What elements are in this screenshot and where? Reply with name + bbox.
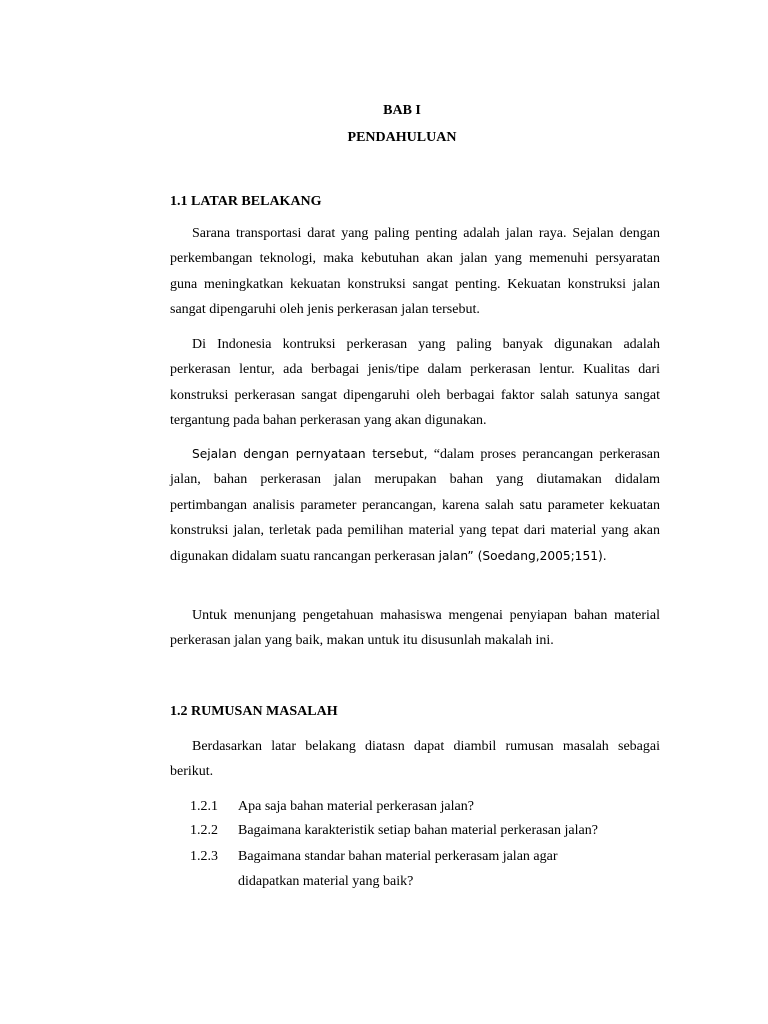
paragraph-quote — [170, 442, 660, 569]
quote-text: “dalam proses perancangan perkerasan jalan, bahan perkerasan jalan merupakan bahan yang diutamakan didalam pertimbangan analisis parameter perancangan, karena salah satu parameter kekuatan konstruksi jalan, terletak pada pemilihan material yang tepat dari material yang akan digunakan didalam suatu rancangan perkerasan — [170, 447, 660, 564]
paragraph-4: Untuk menunjang pengetahuan mahasiswa mengenai penyiapan bahan material perkerasan jalan yang baik, makan untuk itu disusunlah makalah ini. — [170, 608, 660, 649]
quote-citation: jalan” (Soedang,2005;151). — [438, 548, 607, 563]
list-item-text: Apa saja bahan material perkerasan jalan? — [238, 799, 474, 814]
paragraph-1: Sarana transportasi darat yang paling penting adalah jalan raya. Sejalan dengan perkembangan teknologi, maka kebutuhan akan jalan yang memenuhi persyaratan guna meningkatkan kekuatan konstruksi sangat penting. Kekuatan konstruksi jalan sangat dipengaruhi oleh jenis perkerasan jalan tersebut. — [170, 226, 660, 318]
list-item-number: 1.2.1 — [190, 799, 218, 814]
paragraph-rumusan-intro: Berdasarkan latar belakang diatasn dapat diambil rumusan masalah sebagai berikut. — [170, 739, 660, 780]
quote-lead-text: Sejalan dengan pernyataan tersebut, — [192, 447, 428, 461]
list-item-number: 1.2.3 — [190, 849, 218, 864]
chapter-label: BAB I — [383, 103, 421, 118]
list-item — [190, 844, 558, 869]
list-item-number: 1.2.2 — [190, 823, 218, 838]
list-item-text: Bagaimana standar bahan material perkerasam jalan agar — [238, 849, 558, 864]
list-item-continuation: didapatkan material yang baik? — [238, 874, 414, 889]
paragraph-2: Di Indonesia kontruksi perkerasan yang paling banyak digunakan adalah perkerasan lentur, ada berbagai jenis/tipe dalam perkerasan lentur. Kualitas dari konstruksi perkerasan sangat dipengaruhi oleh berbagai faktor salah satunya sangat tergantung pada bahan perkerasan yang akan digunakan. — [170, 337, 660, 429]
chapter-title: PENDAHULUAN — [347, 130, 457, 145]
section-heading-latar-belakang: 1.1 LATAR BELAKANG — [170, 194, 322, 209]
list-item-text: Bagaimana karakteristik setiap bahan material perkerasan jalan? — [238, 823, 598, 838]
list-item — [190, 794, 474, 819]
list-item — [190, 818, 598, 843]
section-heading-rumusan-masalah: 1.2 RUMUSAN MASALAH — [170, 704, 338, 719]
